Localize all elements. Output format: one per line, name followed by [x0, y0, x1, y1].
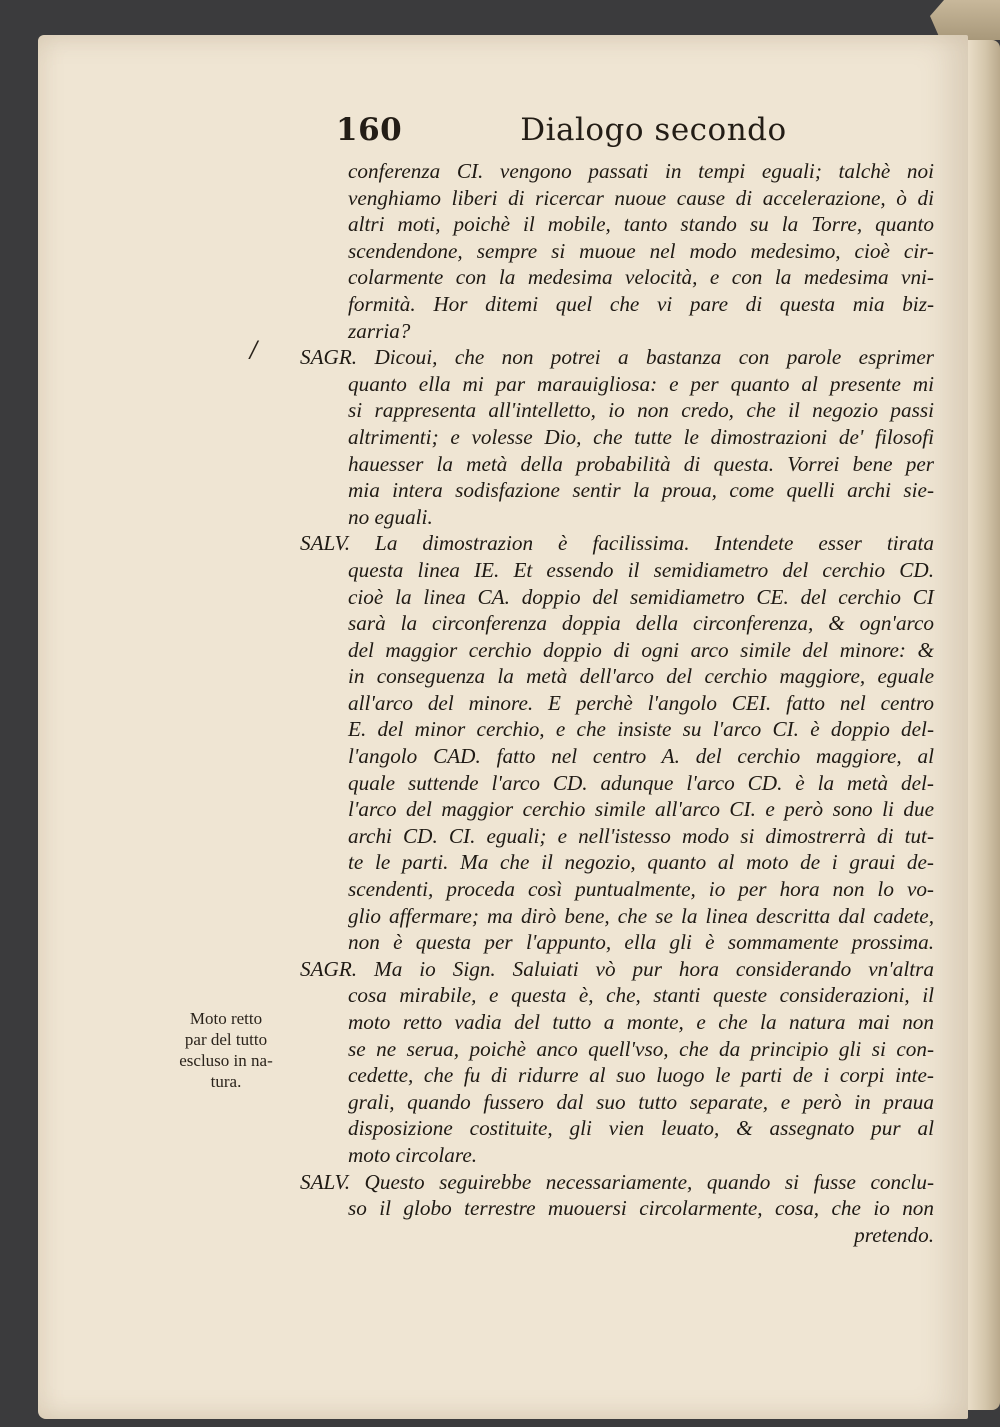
text-line: scendendone, sempre si muoue nel modo medesimo, cioè cir- — [348, 238, 934, 263]
text-line: no eguali. — [348, 504, 433, 529]
margin-note-line: Moto retto — [189, 1009, 263, 1028]
speaker-line: SALV. La dimostrazion è facilissima. Intendete esser tirata — [300, 531, 934, 556]
text-line: questa linea IE. Et essendo il semidiametro del cerchio CD. — [348, 557, 934, 582]
running-head — [336, 112, 787, 148]
body-text — [300, 158, 934, 1248]
text-line: quale suttende l'arco CD. adunque l'arco CD. è la metà del- — [348, 770, 934, 795]
text-line: venghiamo liberi di ricercar nuoue cause di accelerazione, ò di — [348, 185, 934, 210]
text-line: hauesser la metà della probabilità di questa. Vorrei bene per — [348, 451, 934, 476]
text-line: cioè la linea CA. doppio del semidiametro CE. del cerchio CI — [348, 584, 934, 609]
running-title: Dialogo secondo — [520, 112, 787, 148]
text-line: E. del minor cerchio, e che insiste su l'arco CI. è doppio del- — [348, 717, 934, 742]
speaker-line: SAGR. Ma io Sign. Saluiati vò pur hora considerando vn'altra — [300, 956, 934, 981]
text-line: disposizione costituite, gli vien leuato, & assegnato pur al — [348, 1116, 934, 1141]
text-line: sarà la circonferenza doppia della circonferenza, & ogn'arco — [348, 611, 934, 636]
text-line: moto retto vadia del tutto a monte, e che la natura mai non — [348, 1010, 934, 1034]
text-line: moto circolare. — [348, 1142, 478, 1167]
text-line: te le parti. Ma che il negozio, quanto al moto de i graui de- — [348, 850, 934, 875]
text-line: scendenti, proceda così puntualmente, io per hora non lo vo- — [348, 877, 934, 902]
text-line: conferenza CI. vengono passati in tempi eguali; talchè noi — [348, 159, 934, 183]
text-line: cosa mirabile, e questa è, che, stanti queste considerazioni, il — [348, 983, 934, 1008]
text-line: grali, quando fussero dal suo tutto separate, e però in praua — [348, 1089, 934, 1114]
margin-note-line: tura. — [210, 1072, 242, 1091]
text-line: formità. Hor ditemi quel che vi pare di questa mia biz- — [348, 291, 934, 316]
text-line: non è questa per l'appunto, ella gli è sommamente prossima. — [348, 930, 934, 955]
text-line: se ne serua, poichè anco quell'vso, che da principio gli si con- — [348, 1036, 934, 1061]
text-line: altrimenti; e volesse Dio, che tutte le dimostrazioni de' filosofi — [348, 424, 934, 449]
text-line: si rappresenta all'intelletto, io non credo, che il negozio passi — [348, 398, 934, 423]
text-line: l'arco del maggior cerchio simile all'arco CI. e però sono li due — [348, 797, 934, 822]
text-line: in conseguenza la metà dell'arco del cerchio maggiore, eguale — [348, 664, 934, 689]
text-line: glio affermare; ma dirò bene, che se la linea descritta dal cadete, — [348, 903, 934, 928]
margin-note-line: par del tutto — [184, 1030, 268, 1049]
text-line: all'arco del minore. E perchè l'angolo CEI. fatto nel centro — [348, 690, 934, 715]
text-line: cedette, che fu di ridurre al suo luogo le parti de i corpi inte- — [348, 1063, 934, 1088]
text-line: archi CD. CI. eguali; e nell'istesso modo si dimostrerrà di tut- — [348, 823, 934, 848]
text-line: so il globo terrestre muouersi circolarmente, cosa, che io non — [348, 1196, 934, 1221]
speaker-line: SALV. Questo seguirebbe necessariamente, quando si fusse conclu- — [300, 1169, 934, 1194]
catchword: pretendo. — [854, 1222, 934, 1247]
speaker-line: SAGR. Dicoui, che non potrei a bastanza con parole esprimer — [300, 345, 934, 370]
text-line: l'angolo CAD. fatto nel centro A. del cerchio maggiore, al — [348, 744, 934, 769]
page-number: 160 — [336, 112, 403, 148]
text-line: colarmente con la medesima velocità, e con la medesima vni- — [348, 265, 934, 290]
bookmark-ribbon — [930, 0, 1000, 40]
margin-note — [166, 1008, 286, 1092]
text-line: mia intera sodisfazione sentir la proua, come quelli archi sie- — [348, 478, 934, 503]
text-line: quanto ella mi par marauigliosa: e per quanto al presente mi — [348, 371, 934, 396]
margin-mark: / — [250, 338, 258, 363]
text-line: del maggior cerchio doppio di ogni arco simile del minore: & — [348, 637, 934, 662]
text-line: altri moti, poichè il mobile, tanto stando su la Torre, quanto — [348, 212, 934, 237]
text-line: zarria? — [348, 318, 411, 343]
margin-note-line: escluso in na- — [179, 1051, 273, 1070]
